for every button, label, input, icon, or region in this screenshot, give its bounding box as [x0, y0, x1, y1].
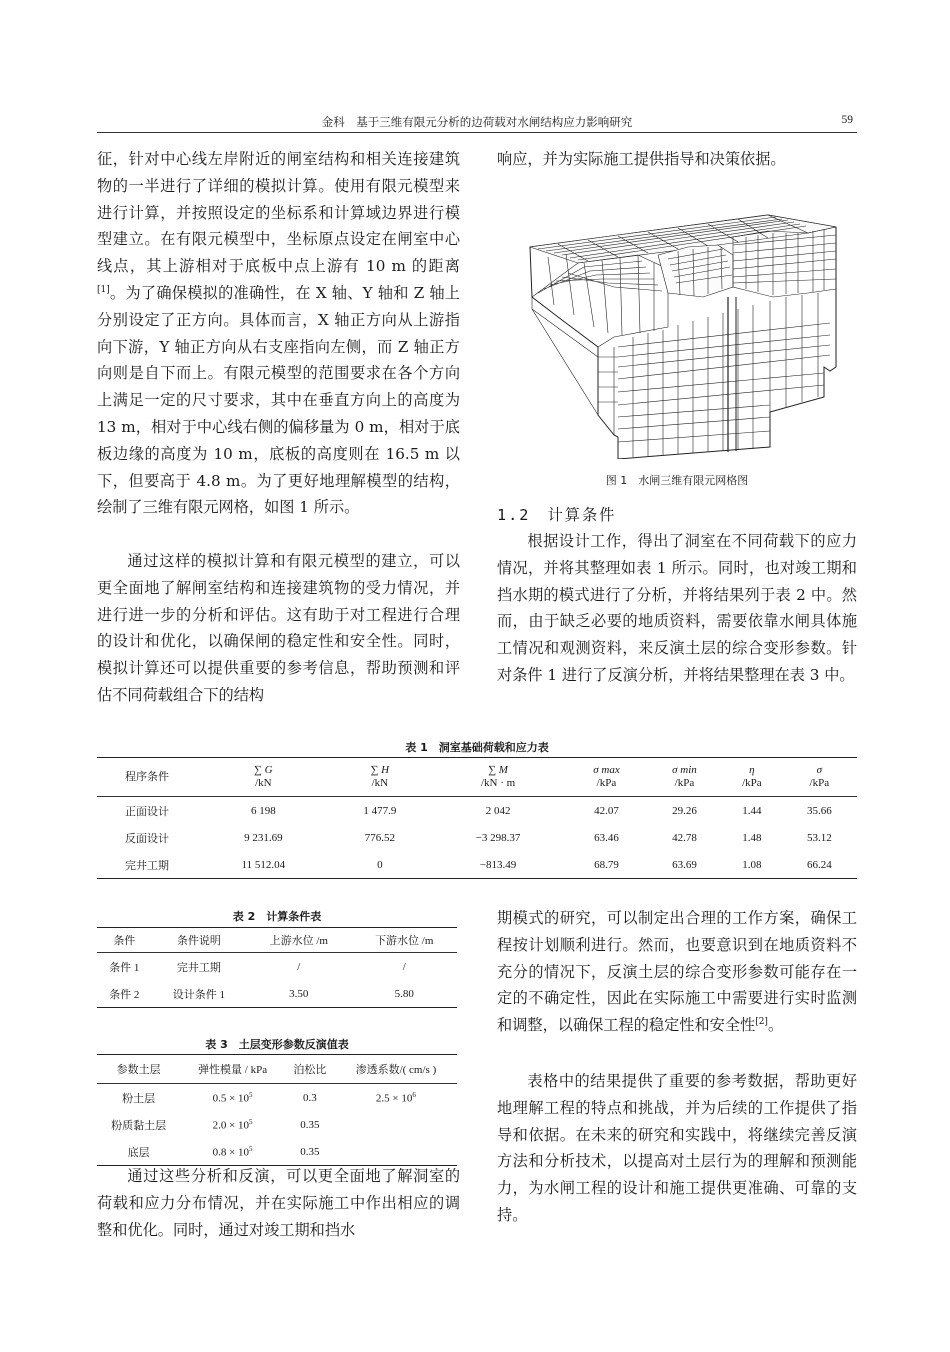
table3-header-row [97, 1055, 457, 1084]
table1-header: σ max /kPa [566, 758, 647, 797]
table-row: 底层 $0.8 \times 10^5$ 0.35 [127, 1144, 320, 1159]
table2-caption: 表 2 计算条件表 [232, 910, 322, 923]
left-paragraph-2: 通过这样的模拟计算和有限元模型的建立，可以更全面地了解闸室结构和连接建筑物的受力情况，并进行进一步的分析和评估。这有助于对工程进行合理的设计和优化，以确保闸的稳定性和安全性。同时，模拟计算还可以提供重要的参考信息，帮助预测和评估不同荷载组合下的结构 [97, 552, 460, 704]
right-paragraph-4: 表格中的结果提供了重要的参考数据，帮助更好地理解工程的特点和挑战，并为后续的工作提供了指导和依据。在未来的研究和实践中，将继续完善反演方法和分析技术，以提高对土层行为的理解和预测能力，为水闸工程的设计和施工提供更准确、可靠的支持。 [497, 1072, 857, 1224]
table1-header-row [97, 758, 857, 797]
figure-caption: 图 1 水闸三维有限元网格图 [605, 474, 749, 487]
table1-header: ∑ G /kN [197, 758, 330, 797]
table2 [97, 927, 457, 1008]
table-row: 粉土层 $0.5 \times 10^5$ 0.3 $2.5 \times 10^6$ [122, 1090, 416, 1105]
table1-caption: 表 1 洞室基础荷载和应力表 [405, 741, 549, 754]
right-paragraph-2: 根据设计工作，得出了洞室在不同荷载下的应力情况，并将其整理如表 1 所示。同时，也对竣工期和挡水期的模式进行了分析，并将结果列于表 2 中。然而，由于缺乏必要的地质资料，需要依靠水闸具体施工情况和观测资料，来反演土层的综合变形参数。针对条件 1 进行了反演分析，并将结果整理在表 3 中。 [497, 532, 857, 684]
table-row: 条件 1 完井工期 / / [109, 960, 406, 974]
table-row: 粉质黏土层 $2.0 \times 10^5$ 0.35 [111, 1117, 320, 1132]
table2-header-row [97, 928, 457, 953]
header-title: 金科 基于三维有限元分析的边荷载对水闸结构应力影响研究 [321, 115, 633, 129]
table1-header: η /kPa [722, 758, 782, 797]
table2-header: 上游水位 /m [246, 928, 351, 953]
table1-header: σ /kPa [782, 758, 857, 797]
table3-caption: 表 3 土层变形参数反演值表 [205, 1038, 349, 1051]
section-heading: 1.2 计算条件 [497, 506, 617, 524]
table-row: 正面设计 6 198 1 477.9 2 042 42.07 29.26 1.44 35.66 [125, 804, 832, 818]
right-paragraph-3-end: 。 [767, 1016, 784, 1035]
right-paragraph-3 [497, 905, 857, 1039]
table1 [97, 757, 857, 879]
table2-header: 条件 [97, 928, 152, 953]
left-paragraph-1-text-2: 。为了确保模拟的准确性，在 X 轴、Y 轴和 Z 轴上分别设定了正方向。具体而言，X 轴正方向从上游指向下游，Y 轴正方向从右支座指向左侧，而 Z 轴正方向则是自下而上。有限元模型的范围要求在各个方向上满足一定的尺寸要求，其中在垂直方向上的高度为 13 m，相对于中心线右侧的偏移量为 0 m，相对于底板边缘的高度为 10 m，底板的高度则在 16.5 m 以下，但要高于 4.8 m。为了更好地理解模型的结构，绘制了三维有限元网格，如图 1 所示。 [97, 283, 460, 517]
running-header [97, 112, 857, 133]
left-paragraph-3: 通过这些分析和反演，可以更全面地了解洞室的荷载和应力分布情况，并在实际施工中作出相应的调整和优化。同时，通过对竣工期和挡水 [97, 1167, 460, 1239]
citation-1[interactable]: [1] [97, 284, 110, 295]
right-paragraph-1: 响应，并为实际施工提供指导和决策依据。 [497, 150, 786, 168]
fe-mesh-figure [518, 197, 842, 459]
table3-header: 渗透系数/( cm/s ) [335, 1055, 457, 1084]
table3-header: 弹性模量 / kPa [180, 1055, 285, 1084]
table1-header: σ min /kPa [647, 758, 722, 797]
table3 [97, 1054, 457, 1166]
left-paragraph-1-text: 征，针对中心线左岸附近的闸室结构和相关连接建筑物的一半进行了详细的模拟计算。使用有限元模型来进行计算，并按照设定的坐标系和计算域边界进行模型建立。在有限元模型中，坐标原点设定在闸室中心线点，其上游相对于底板中点上游有 10 m 的距离 [97, 150, 460, 276]
table3-header: 泊松比 [285, 1055, 335, 1084]
table1-header: ∑ M /kN · m [430, 758, 566, 797]
table3-header: 参数土层 [97, 1055, 180, 1084]
left-paragraph-1 [97, 146, 460, 521]
table-row: 条件 2 设计条件 1 3.50 5.80 [109, 987, 414, 1001]
table-row: 完井工期 11 512.04 0 −813.49 68.79 63.69 1.08 66.24 [125, 858, 832, 872]
table-row: 反面设计 9 231.69 776.52 −3 298.37 63.46 42.78 1.48 53.12 [125, 831, 832, 845]
page-number: 59 [841, 114, 853, 126]
citation-2[interactable]: [2] [755, 1017, 768, 1028]
table1-header: ∑ H /kN [330, 758, 430, 797]
table2-header: 条件说明 [152, 928, 246, 953]
right-paragraph-3-text: 期模式的研究，可以制定出合理的工作方案，确保工程按计划顺利进行。然而，也要意识到在地质资料不充分的情况下，反演土层的综合变形参数可能存在一定的不确定性，因此在实际施工中需要进行实时监测和调整，以确保工程的稳定性和安全性 [497, 909, 857, 1035]
table2-header: 下游水位 /m [352, 928, 458, 953]
table1-header: 程序条件 [97, 758, 197, 797]
